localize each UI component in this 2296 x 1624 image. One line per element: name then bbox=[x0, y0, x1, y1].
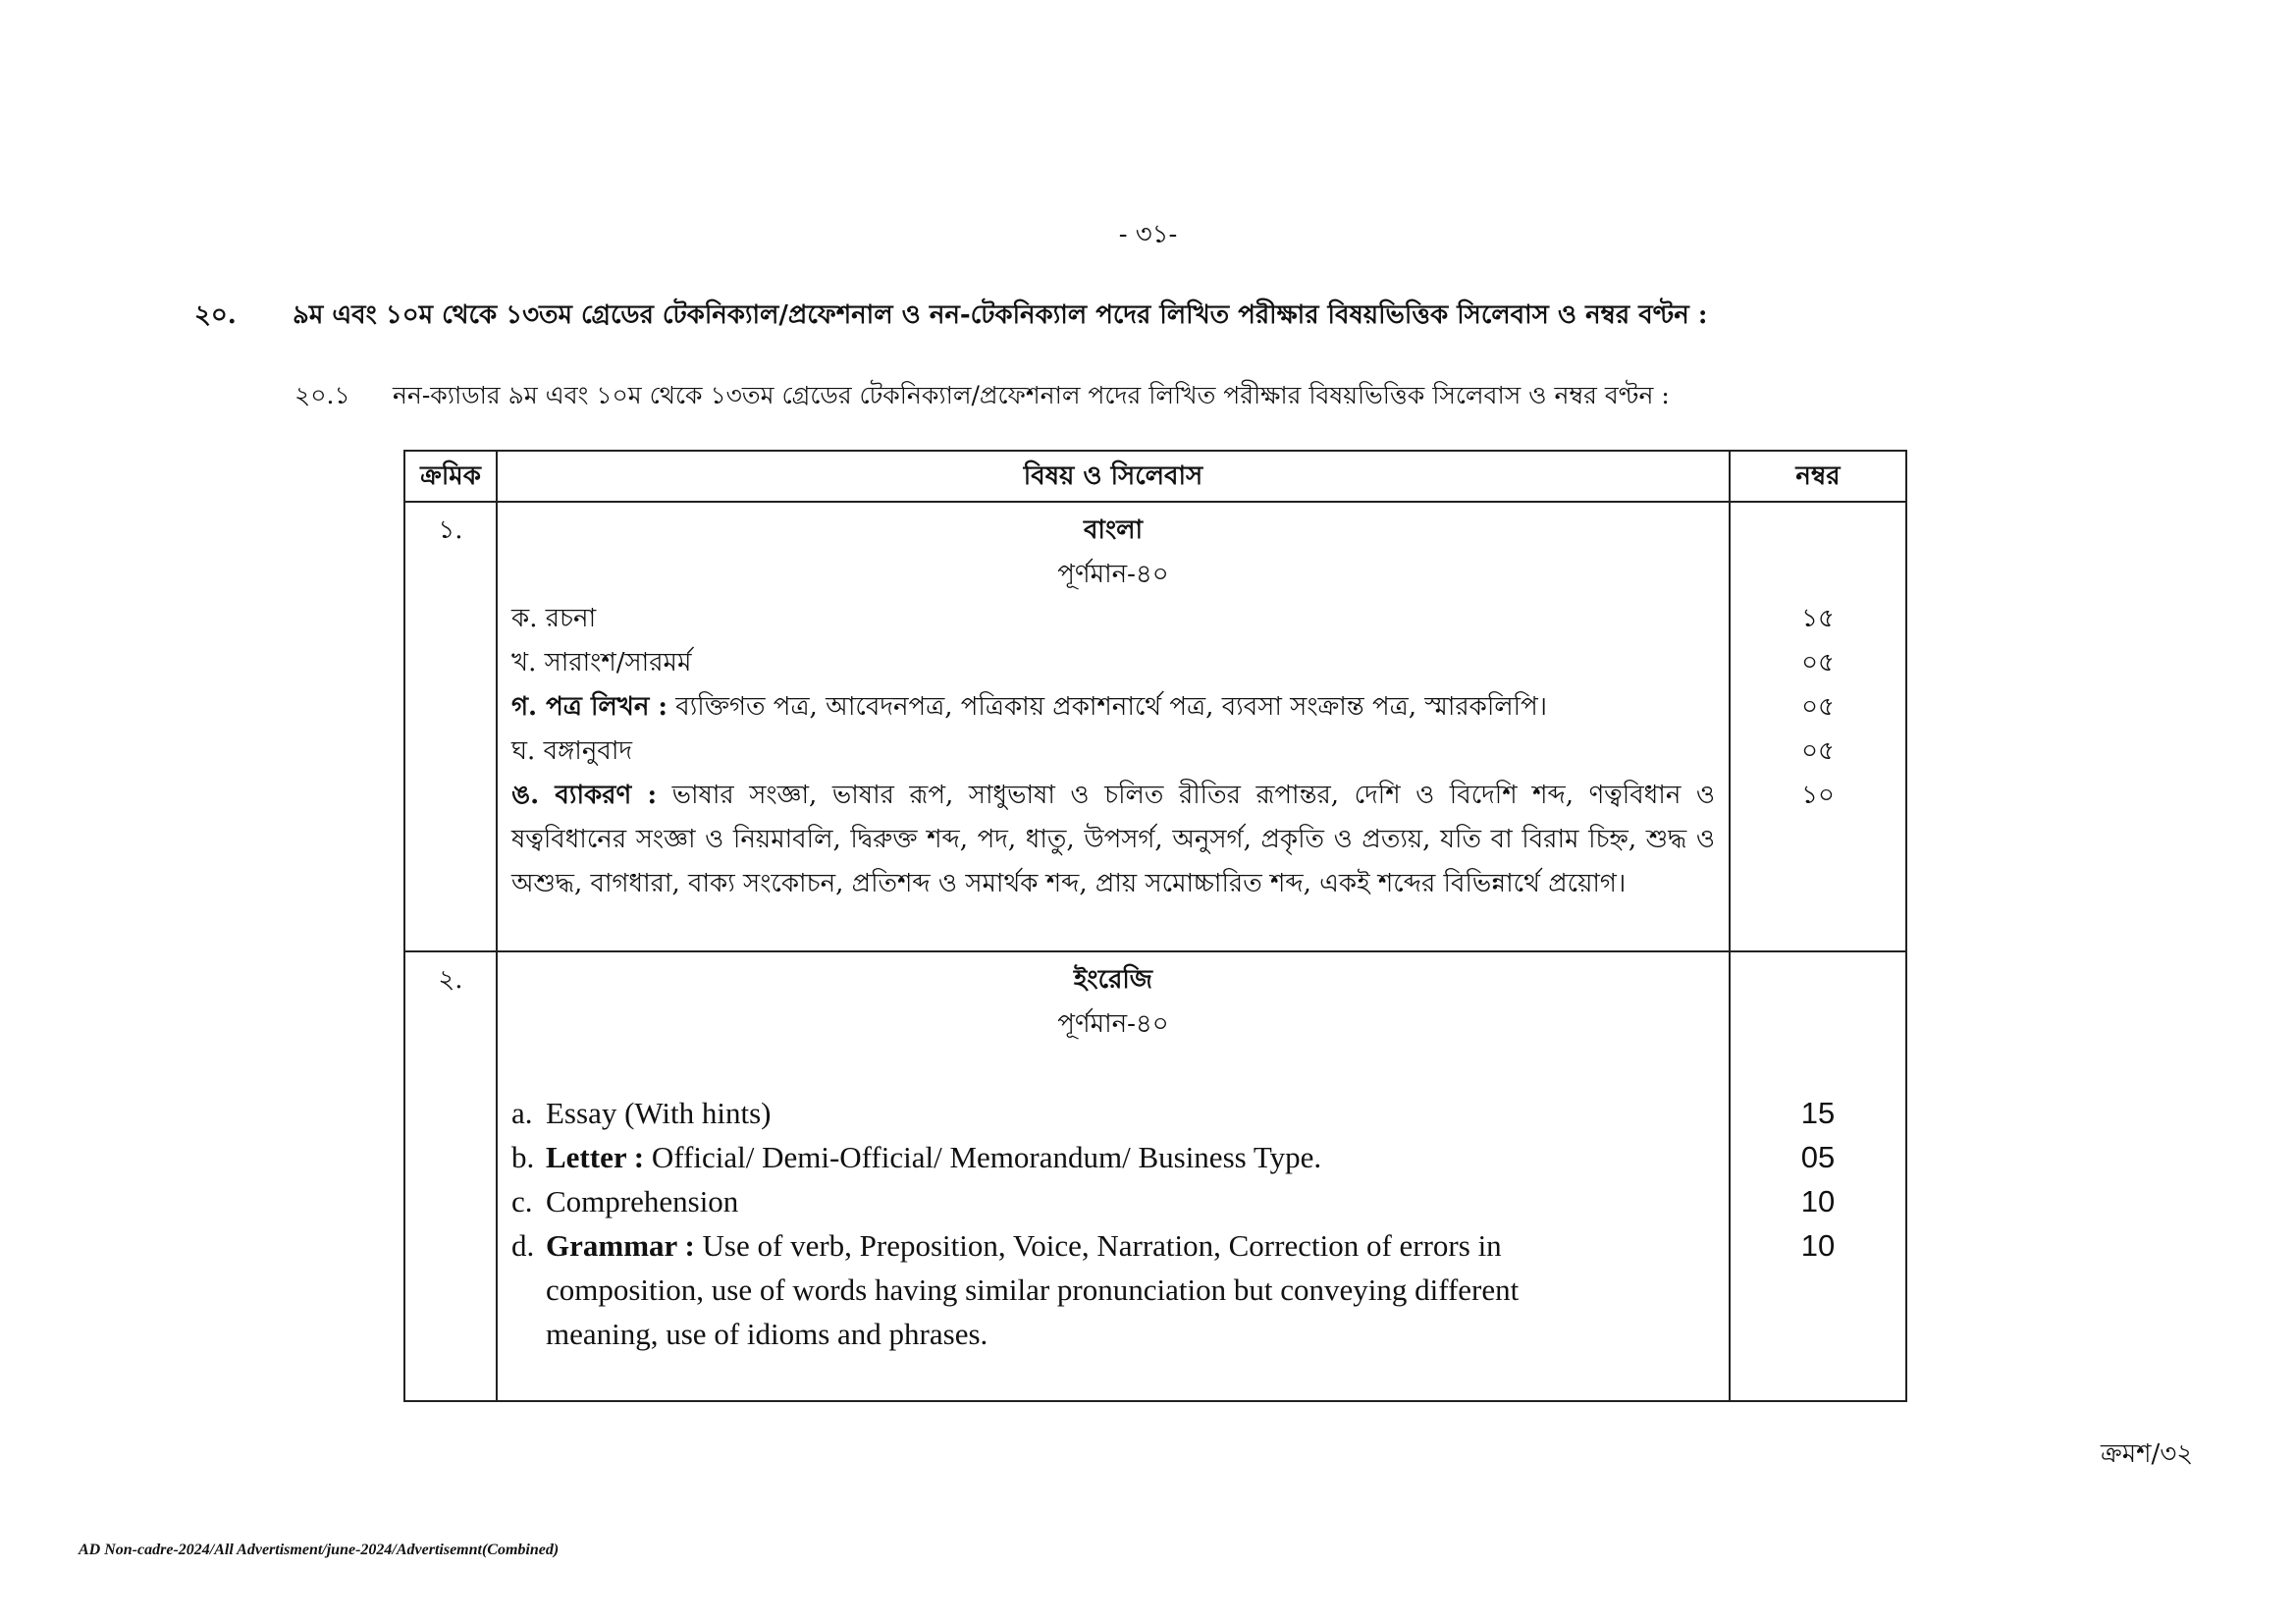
english-mark-letter: 05 bbox=[1800, 1140, 1836, 1174]
bangla-item-letter bbox=[511, 685, 1715, 730]
subject-name-bangla: বাংলা bbox=[1083, 515, 1144, 545]
section-number: ২০. bbox=[194, 300, 237, 330]
english-mark-essay: 15 bbox=[1800, 1096, 1836, 1130]
section-title: ৯ম এবং ১০ম থেকে ১৩তম গ্রেডের টেকনিক্যাল/প্রফেশনাল ও নন-টেকনিক্যাল পদের লিখিত পরীক্ষার বিষয়ভিত্তিক সিলেবাস ও নম্বর বণ্টন : bbox=[293, 300, 1708, 330]
syllabus-table bbox=[403, 450, 1907, 1402]
english-item-letter-letter: b. bbox=[511, 1140, 535, 1174]
syllabus-bangla bbox=[497, 502, 1730, 951]
english-item-letter-label: Letter : bbox=[546, 1140, 645, 1174]
english-item-letter bbox=[511, 1135, 1715, 1179]
header-serial: ক্রমিক bbox=[404, 451, 497, 502]
english-mark-comprehension: 10 bbox=[1800, 1184, 1836, 1218]
full-marks-bangla: পূর্ণমান-৪০ bbox=[1057, 560, 1169, 589]
full-marks-english: পূর্ণমান-৪০ bbox=[1057, 1009, 1169, 1039]
english-item-grammar bbox=[511, 1223, 1715, 1356]
english-item-essay bbox=[511, 1091, 1715, 1135]
english-item-essay-text: Essay (With hints) bbox=[546, 1096, 772, 1130]
subsection-title: নন-ক্যাডার ৯ম এবং ১০ম থেকে ১৩তম গ্রেডের টেকনিক্যাল/প্রফেশনাল পদের লিখিত পরীক্ষার বিষয়ভিত্তিক সিলেবাস ও নম্বর বণ্টন : bbox=[393, 381, 1670, 409]
english-mark-grammar: 10 bbox=[1800, 1228, 1836, 1263]
marks-bangla bbox=[1730, 502, 1906, 951]
bangla-item-translation: ঘ. বঙ্গানুবাদ bbox=[511, 736, 633, 766]
table-header-row bbox=[404, 451, 1906, 502]
bangla-mark-essay: ১৫ bbox=[1801, 604, 1835, 633]
marks-english bbox=[1730, 951, 1906, 1401]
english-item-comprehension bbox=[511, 1179, 1715, 1223]
serial-bangla: ১. bbox=[404, 502, 497, 951]
serial-english: ২. bbox=[404, 951, 497, 1401]
bangla-mark-letter: ০৫ bbox=[1801, 692, 1835, 722]
bangla-item-letter-text: ব্যক্তিগত পত্র, আবেদনপত্র, পত্রিকায় প্রকাশনার্থে পত্র, ব্যবসা সংক্রান্ত পত্র, স্মারকলিপি। bbox=[667, 692, 1548, 722]
subsection-number: ২০.১ bbox=[294, 381, 350, 409]
header-syllabus: বিষয় ও সিলেবাস bbox=[497, 451, 1730, 502]
subsection-heading bbox=[294, 376, 2120, 418]
continued-note: ক্রমশ/৩২ bbox=[2101, 1439, 2194, 1469]
footer-reference: AD Non-cadre-2024/All Advertisment/june-2024/Advertisemnt(Combined) bbox=[79, 1542, 560, 1558]
english-item-comprehension-letter: c. bbox=[511, 1184, 533, 1218]
page-number: - ৩১- bbox=[1118, 220, 1178, 249]
bangla-mark-translation: ০৫ bbox=[1801, 736, 1835, 766]
bangla-mark-grammar: ১০ bbox=[1801, 781, 1835, 810]
bangla-item-grammar bbox=[511, 774, 1715, 906]
bangla-mark-summary: ০৫ bbox=[1801, 648, 1835, 677]
table-row-english bbox=[404, 951, 1906, 1401]
english-item-grammar-label: Grammar : bbox=[546, 1228, 695, 1263]
table-row-bangla bbox=[404, 502, 1906, 951]
header-marks: নম্বর bbox=[1730, 451, 1906, 502]
bangla-item-essay: ক. রচনা bbox=[511, 604, 597, 633]
syllabus-english bbox=[497, 951, 1730, 1401]
section-heading bbox=[194, 295, 2118, 338]
bangla-item-grammar-label: ঙ. ব্যাকরণ : bbox=[511, 781, 658, 810]
bangla-item-letter-label: গ. পত্র লিখন : bbox=[511, 692, 668, 722]
english-item-grammar-letter: d. bbox=[511, 1228, 535, 1263]
english-item-comprehension-text: Comprehension bbox=[546, 1184, 739, 1218]
subject-name-english: ইংরেজি bbox=[1073, 965, 1153, 995]
english-item-letter-text: Official/ Demi-Official/ Memorandum/ Business Type. bbox=[644, 1140, 1322, 1174]
english-item-essay-letter: a. bbox=[511, 1096, 533, 1130]
english-item-grammar-text: Use of verb, Preposition, Voice, Narration, Correction of errors in composition, use of words having similar pronunciation but conveying different meaning, use of idioms and phrases. bbox=[546, 1228, 1520, 1351]
bangla-item-summary: খ. সারাংশ/সারমর্ম bbox=[511, 648, 692, 677]
bangla-item-grammar-text: ভাষার সংজ্ঞা, ভাষার রূপ, সাধুভাষা ও চলিত রীতির রূপান্তর, দেশি ও বিদেশি শব্দ, ণত্ববিধান ও ষত্ববিধানের সংজ্ঞা ও নিয়মাবলি, দ্বিরুক্ত শব্দ, পদ, ধাতু, উপসর্গ, অনুসর্গ, প্রকৃতি ও প্রত্যয়, যতি বা বিরাম চিহ্ন, শুদ্ধ ও অশুদ্ধ, বাগধারা, বাক্য সংকোচন, প্রতিশব্দ ও সমার্থক শব্দ, প্রায় সমোচ্চারিত শব্দ, একই শব্দের বিভিন্নার্থে প্রয়োগ। bbox=[511, 781, 1715, 898]
